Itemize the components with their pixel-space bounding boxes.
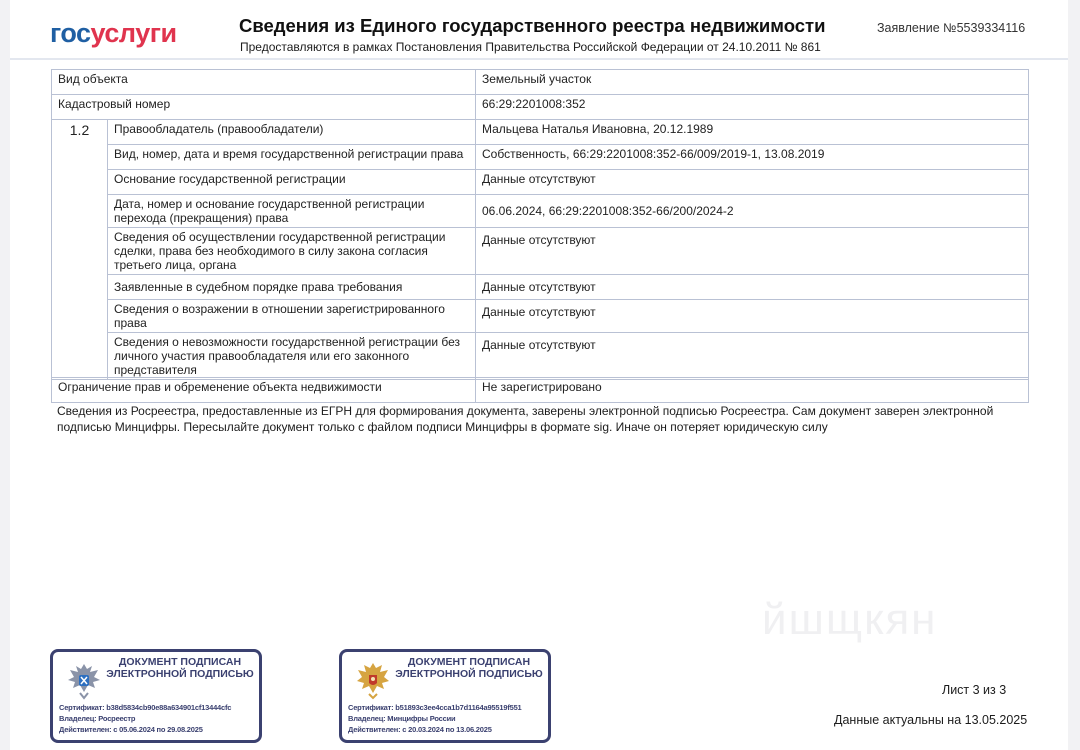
row-label: Основание государственной регистрации (108, 170, 476, 195)
stamp-validity: Действителен: с 20.03.2024 по 13.06.2025 (348, 725, 492, 734)
table-row (52, 228, 1029, 275)
row-value: 66:29:2201008:352 (476, 95, 1029, 120)
stamp-details (59, 702, 231, 735)
stamp-certificate: Сертификат: b51893c3ee4cca1b7d1164a95519f551 (348, 703, 522, 712)
application-number: Заявление №5539334116 (877, 21, 1026, 35)
stamp-owner: Владелец: Минцифры России (348, 714, 456, 723)
row-value: Собственность, 66:29:2201008:352-66/009/2019-1, 13.08.2019 (476, 145, 1029, 170)
signature-stamp-rosreestr (50, 649, 262, 743)
row-value: Данные отсутствуют (476, 228, 1029, 275)
russia-coat-of-arms-icon (354, 660, 392, 700)
stamp-validity: Действителен: с 05.06.2024 по 29.08.2025 (59, 725, 203, 734)
stamp-certificate: Сертификат: b38d5834cb90e88a634901cf13444cfc (59, 703, 232, 712)
row-label: Кадастровый номер (52, 95, 476, 120)
row-label: Сведения о невозможности государственной регистрации без личного участия правообладателя или его законного представителя (108, 333, 476, 380)
row-label: Сведения об осуществлении государственной регистрации сделки, права без необходимого в силу закона согласия третьего лица, органа (108, 228, 476, 275)
rosreestr-emblem-icon (65, 660, 103, 700)
row-label: Заявленные в судебном порядке права требования (108, 275, 476, 300)
table-row (52, 70, 1029, 95)
row-value: 06.06.2024, 66:29:2201008:352-66/200/2024-2 (476, 195, 1029, 228)
row-label: Дата, номер и основание государственной регистрации перехода (прекращения) права (108, 195, 476, 228)
table-row (52, 300, 1029, 333)
stamp-title: ДОКУМЕНТ ПОДПИСАН ЭЛЕКТРОННОЙ ПОДПИСЬЮ (395, 656, 543, 680)
signature-note: Сведения из Росреестра, предоставленные из ЕГРН для формирования документа, заверены электронной подписью Росреестра. Сам документ заверен электронной подписью Минцифры. Пересылайте документ только с файлом подписи Минцифры в формате sig. Иначе он потеряет юридическую силу (57, 404, 994, 434)
stamp-owner: Владелец: Росреестр (59, 714, 136, 723)
row-value: Данные отсутствуют (476, 170, 1029, 195)
sheet-counter: Лист 3 из 3 (942, 683, 1007, 697)
row-label: Вид, номер, дата и время государственной регистрации права (108, 145, 476, 170)
restrictions-table (51, 377, 1029, 403)
gosuslugi-logo (50, 18, 177, 49)
page-title: Сведения из Единого государственного реестра недвижимости (239, 15, 826, 36)
row-value: Данные отсутствуют (476, 333, 1029, 380)
table-row (52, 145, 1029, 170)
row-value: Земельный участок (476, 70, 1029, 95)
logo-part-uslugi: услуги (90, 18, 177, 48)
document-header (10, 6, 1068, 60)
stamp-title: ДОКУМЕНТ ПОДПИСАН ЭЛЕКТРОННОЙ ПОДПИСЬЮ (106, 656, 254, 680)
table-row (52, 333, 1029, 380)
data-actual-date: Данные актуальны на 13.05.2025 (834, 713, 1028, 727)
table-row (52, 120, 1029, 145)
egrn-details-table (51, 69, 1029, 380)
row-value: Данные отсутствуют (476, 300, 1029, 333)
signature-stamp-mintsifry (339, 649, 551, 743)
page-subtitle: Предоставляются в рамках Постановления Правительства Российской Федерации от 24.10.2011 № 861 (240, 40, 821, 54)
table-row (52, 170, 1029, 195)
row-label: Сведения о возражении в отношении зарегистрированного права (108, 300, 476, 333)
stamp-details (348, 702, 522, 735)
logo-part-gos: гос (50, 18, 91, 48)
row-value: Не зарегистрировано (476, 378, 1029, 403)
table-row (52, 275, 1029, 300)
document-page (10, 0, 1068, 750)
row-label: Ограничение прав и обременение объекта недвижимости (52, 378, 476, 403)
watermark: йшщкян (762, 595, 938, 644)
table-row (52, 195, 1029, 228)
row-value: Мальцева Наталья Ивановна, 20.12.1989 (476, 120, 1029, 145)
section-number: 1.2 (52, 120, 108, 380)
table-row (52, 378, 1029, 403)
row-label: Правообладатель (правообладатели) (108, 120, 476, 145)
row-label: Вид объекта (52, 70, 476, 95)
row-value: Данные отсутствуют (476, 275, 1029, 300)
table-row (52, 95, 1029, 120)
